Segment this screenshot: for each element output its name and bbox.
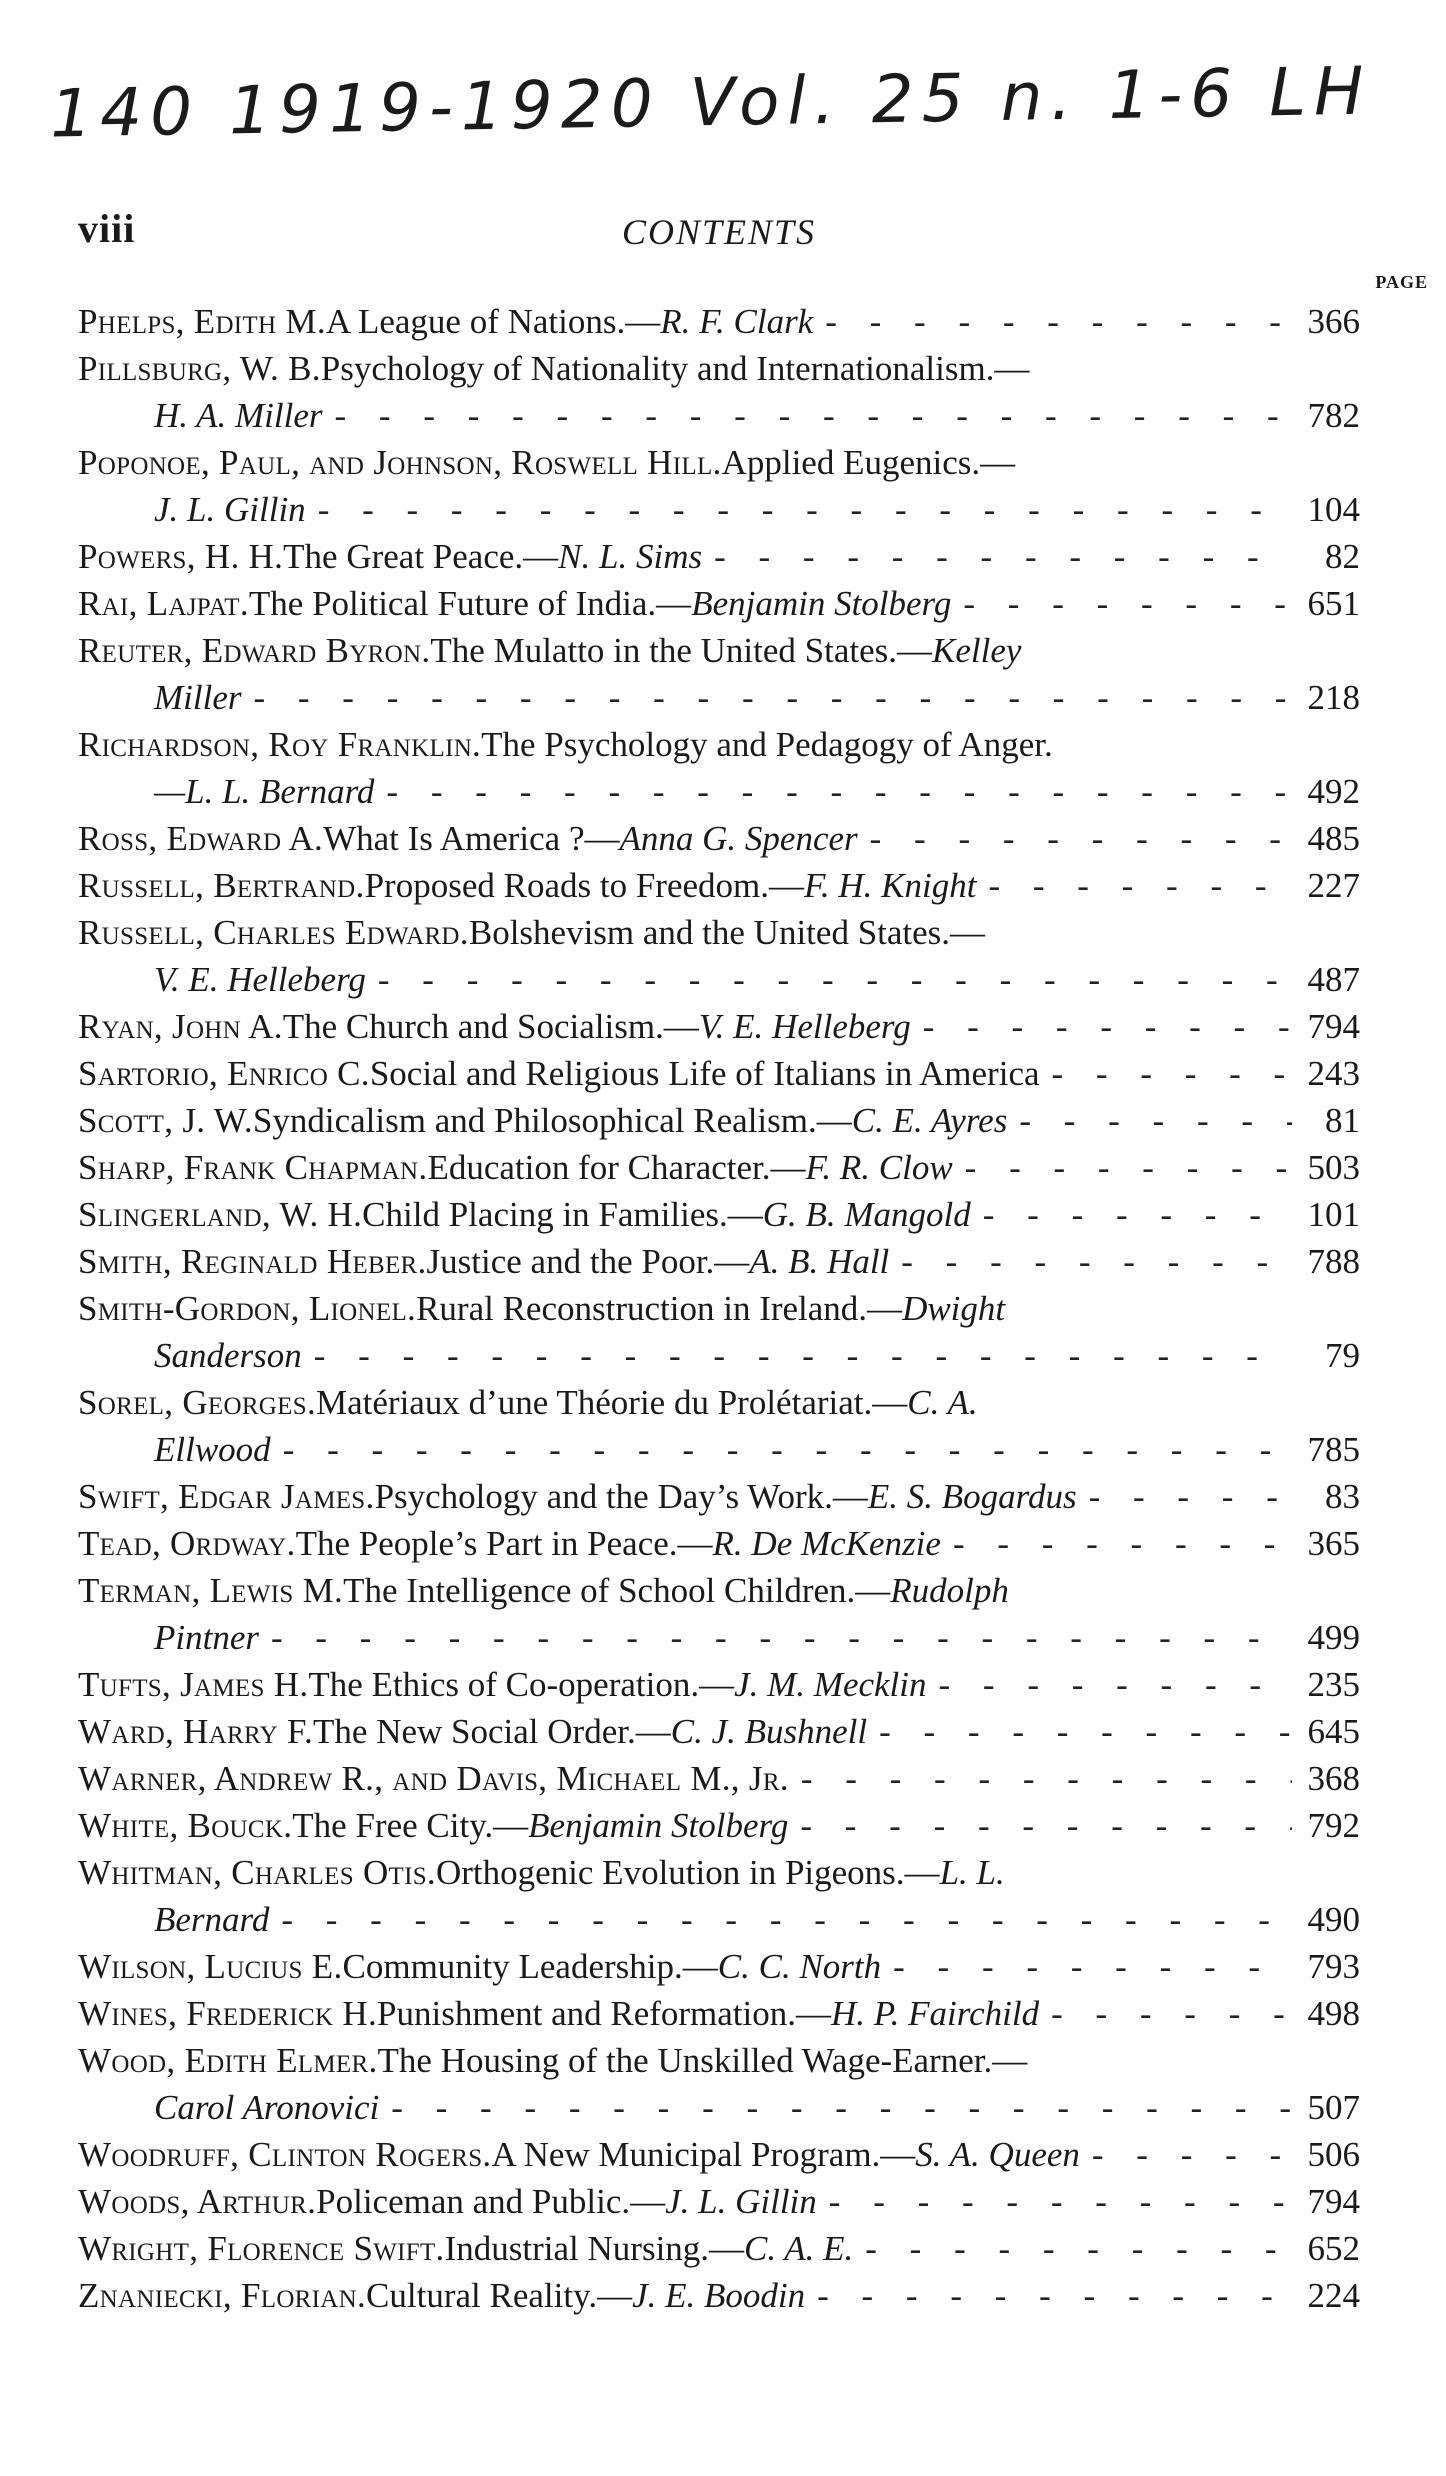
contents-entry [78, 1520, 1360, 1567]
entry-title: The People’s Part in Peace.— [295, 1524, 713, 1563]
entry-title: A League of Nations.— [325, 302, 661, 341]
contents-entry [78, 1238, 1360, 1285]
entry-reviewer: —L. L. Bernard [154, 772, 375, 811]
contents-entry [78, 1379, 1360, 1473]
entry-line [78, 2225, 1360, 2272]
entry-author: Rai, Lajpat. [78, 584, 249, 623]
entry-line [78, 1144, 1360, 1191]
dot-leader [271, 1614, 1292, 1661]
entry-line [78, 533, 1360, 580]
dot-leader [1051, 1990, 1292, 2037]
entry-reviewer: H. P. Fairchild [831, 1994, 1040, 2033]
entry-author: Ryan, John A. [78, 1007, 283, 1046]
page-header [78, 205, 1360, 265]
dot-leader [901, 1238, 1292, 1285]
entry-page-number: 793 [1307, 1947, 1360, 1986]
dot-leader [318, 486, 1292, 533]
entry-author: Wright, Florence Swift. [78, 2229, 445, 2268]
entry-title: Orthogenic Evolution in Pigeons.— [435, 1853, 940, 1892]
entry-line [78, 815, 1360, 862]
contents-entry [78, 1708, 1360, 1755]
contents-entry [78, 298, 1360, 345]
dot-leader [923, 1003, 1292, 1050]
contents-entry [78, 2037, 1360, 2131]
entry-title: Education for Character.— [427, 1148, 806, 1187]
entry-reviewer: J. L. Gillin [665, 2182, 817, 2221]
contents-entry [78, 533, 1360, 580]
entry-author: Russell, Charles Edward. [78, 913, 469, 952]
entry-reviewer: R. F. Clark [660, 302, 814, 341]
entry-title: Proposed Roads to Freedom.— [364, 866, 804, 905]
contents-entry [78, 862, 1360, 909]
contents-entry [78, 2272, 1360, 2319]
entry-author: Sartorio, Enrico C. [78, 1054, 370, 1093]
entry-title: Punishment and Reformation.— [377, 1994, 832, 2033]
contents-entry [78, 1473, 1360, 1520]
entry-reviewer: F. R. Clow [805, 1148, 953, 1187]
entry-author: White, Bouck. [78, 1806, 293, 1845]
entry-author: Swift, Edgar James. [78, 1477, 375, 1516]
entry-title: The Church and Socialism.— [282, 1007, 699, 1046]
entry-page-number: 224 [1307, 2276, 1360, 2315]
dot-leader [281, 1896, 1292, 1943]
dot-leader [817, 2272, 1292, 2319]
dot-leader [953, 1520, 1292, 1567]
entry-title: Justice and the Poor.— [426, 1242, 750, 1281]
entry-line [78, 1849, 1360, 1896]
entry-page-number: 492 [1307, 772, 1360, 811]
entry-page-number: 503 [1307, 1148, 1360, 1187]
entry-line [78, 1520, 1360, 1567]
entry-reviewer: N. L. Sims [558, 537, 703, 576]
contents-entry [78, 627, 1360, 721]
entry-reviewer: Pintner [154, 1618, 259, 1657]
contents-entry [78, 1144, 1360, 1191]
entry-reviewer: C. A. E. [744, 2229, 854, 2268]
contents-entry [78, 580, 1360, 627]
entry-line [78, 721, 1360, 768]
entry-page-number: 782 [1307, 396, 1360, 435]
dot-leader [801, 1755, 1292, 1802]
entry-line [78, 2131, 1360, 2178]
entry-reviewer: A. B. Hall [749, 1242, 890, 1281]
entry-reviewer-part: Dwight [902, 1289, 1006, 1328]
entry-line [78, 1238, 1360, 1285]
entry-line [78, 1802, 1360, 1849]
entry-continuation-line [78, 768, 1360, 815]
entry-reviewer: E. S. Bogardus [867, 1477, 1077, 1516]
entry-line [78, 1943, 1360, 1990]
entry-reviewer: C. J. Bushnell [670, 1712, 868, 1751]
entry-line [78, 1191, 1360, 1238]
entry-page-number: 485 [1307, 819, 1360, 858]
entry-title: Cultural Reality.— [366, 2276, 633, 2315]
dot-leader [378, 956, 1292, 1003]
dot-leader [825, 298, 1292, 345]
entry-author: Reuter, Edward Byron. [78, 631, 431, 670]
entry-page-number: 365 [1307, 1524, 1360, 1563]
entry-line [78, 1708, 1360, 1755]
entry-author: Smith-Gordon, Lionel. [78, 1289, 417, 1328]
entry-author: Wines, Frederick H. [78, 1994, 378, 2033]
entry-author: Wilson, Lucius E. [78, 1947, 343, 1986]
entry-line [78, 580, 1360, 627]
dot-leader [1089, 1473, 1292, 1520]
entry-page-number: 366 [1307, 302, 1360, 341]
entry-author: Tufts, James H. [78, 1665, 309, 1704]
contents-entry [78, 1755, 1360, 1802]
entry-title: Community Leadership.— [342, 1947, 718, 1986]
contents-entry [78, 815, 1360, 862]
dot-leader [870, 815, 1292, 862]
entry-line [78, 1285, 1360, 1332]
entry-continuation-line [78, 1896, 1360, 1943]
entry-continuation-line [78, 674, 1360, 721]
entry-reviewer: V. E. Helleberg [154, 960, 366, 999]
handwritten-call-number: 140 1919-1920 Vol. 25 n. 1-6 LH [49, 52, 1373, 153]
contents-entry [78, 1285, 1360, 1379]
entry-continuation-line [78, 486, 1360, 533]
entry-line [78, 439, 1360, 486]
entry-author: Pillsburg, W. B. [78, 349, 321, 388]
entry-line [78, 345, 1360, 392]
entry-continuation-line [78, 1332, 1360, 1379]
contents-entry [78, 1802, 1360, 1849]
entry-line [78, 1755, 1360, 1802]
entry-page-number: 490 [1307, 1900, 1360, 1939]
entry-reviewer: Carol Aronovici [154, 2088, 380, 2127]
dot-leader [314, 1332, 1292, 1379]
dot-leader [965, 1144, 1292, 1191]
dot-leader [1019, 1097, 1292, 1144]
contents-entry [78, 2178, 1360, 2225]
entry-title: The Free City.— [292, 1806, 529, 1845]
dot-leader [1092, 2131, 1292, 2178]
entry-author: Ward, Harry F. [78, 1712, 314, 1751]
entry-page-number: 218 [1307, 678, 1360, 717]
contents-entry [78, 1943, 1360, 1990]
entry-page-number: 487 [1307, 960, 1360, 999]
entry-line [78, 2272, 1360, 2319]
entry-author: Woods, Arthur. [78, 2182, 317, 2221]
entry-author: Scott, J. W. [78, 1101, 253, 1140]
entry-reviewer-part: Kelley [932, 631, 1022, 670]
contents-entry [78, 909, 1360, 1003]
entry-page-number: 104 [1307, 490, 1360, 529]
entry-author: Sharp, Frank Chapman. [78, 1148, 428, 1187]
dot-leader [391, 2084, 1292, 2131]
contents-entry [78, 2225, 1360, 2272]
entry-title: Policeman and Public.— [316, 2182, 666, 2221]
entry-reviewer: J. L. Gillin [154, 490, 306, 529]
contents-entry [78, 2131, 1360, 2178]
entry-page-number: 227 [1307, 866, 1360, 905]
entry-reviewer: Ellwood [154, 1430, 271, 1469]
entry-reviewer: R. De McKenzie [712, 1524, 941, 1563]
entry-page-number: 506 [1307, 2135, 1360, 2174]
dot-leader [939, 1661, 1292, 1708]
entry-author: Richardson, Roy Franklin. [78, 725, 482, 764]
entry-reviewer: G. B. Mangold [762, 1195, 971, 1234]
entry-line [78, 1097, 1360, 1144]
entry-reviewer: Sanderson [154, 1336, 302, 1375]
entry-title: The Ethics of Co-operation.— [308, 1665, 735, 1704]
entry-title: The Great Peace.— [283, 537, 559, 576]
entry-page-number: 101 [1307, 1195, 1360, 1234]
entry-title: The Intelligence of School Children.— [343, 1571, 891, 1610]
entry-reviewer: H. A. Miller [154, 396, 323, 435]
entry-reviewer: Miller [154, 678, 242, 717]
entry-title: Psychology and the Day’s Work.— [374, 1477, 868, 1516]
entry-continuation-line [78, 956, 1360, 1003]
entry-continuation-line [78, 392, 1360, 439]
contents-entry [78, 1849, 1360, 1943]
entry-author: Whitman, Charles Otis. [78, 1853, 436, 1892]
entry-line [78, 2178, 1360, 2225]
entry-reviewer: V. E. Helleberg [698, 1007, 911, 1046]
contents-entry [78, 1097, 1360, 1144]
entry-line [78, 1473, 1360, 1520]
contents-entry [78, 1003, 1360, 1050]
contents-entry [78, 439, 1360, 533]
entry-page-number: 79 [1325, 1336, 1360, 1375]
entry-page-number: 785 [1307, 1430, 1360, 1469]
entry-title: A New Municipal Program.— [491, 2135, 916, 2174]
entry-line [78, 298, 1360, 345]
entry-page-number: 235 [1307, 1665, 1360, 1704]
page-folio: viii [78, 206, 136, 251]
entry-author: Wood, Edith Elmer. [78, 2041, 378, 2080]
entry-title: Applied Eugenics.— [721, 443, 1016, 482]
dot-leader [1052, 1050, 1292, 1097]
entry-line [78, 2037, 1360, 2084]
dot-leader [983, 1191, 1292, 1238]
entry-title: Child Placing in Families.— [362, 1195, 763, 1234]
entry-title: Industrial Nursing.— [444, 2229, 745, 2268]
contents-entry [78, 1567, 1360, 1661]
entry-page-number: 507 [1307, 2088, 1360, 2127]
entry-title: What Is America ?— [323, 819, 620, 858]
entry-title: Matériaux d’une Théorie du Prolétariat.— [316, 1383, 908, 1422]
entry-continuation-line [78, 1426, 1360, 1473]
dot-leader [386, 768, 1292, 815]
entry-page-number: 651 [1307, 584, 1360, 623]
contents-entry [78, 1990, 1360, 2037]
entry-reviewer: J. E. Boodin [632, 2276, 806, 2315]
entry-page-number: 499 [1307, 1618, 1360, 1657]
entry-title: The Mulatto in the United States.— [430, 631, 933, 670]
entry-author: Ross, Edward A. [78, 819, 324, 858]
entry-author: Powers, H. H. [78, 537, 284, 576]
entry-line [78, 1567, 1360, 1614]
entry-title: The New Social Order.— [313, 1712, 671, 1751]
entry-line [78, 1050, 1360, 1097]
entry-reviewer: C. E. Ayres [851, 1101, 1008, 1140]
entry-reviewer: J. M. Mecklin [734, 1665, 927, 1704]
dot-leader [865, 2225, 1292, 2272]
entry-title: The Psychology and Pedagogy of Anger. [481, 725, 1053, 764]
contents-entry [78, 1661, 1360, 1708]
dot-leader [893, 1943, 1292, 1990]
page-column-label: PAGE [1375, 272, 1428, 292]
entry-page-number: 794 [1307, 1007, 1360, 1046]
entry-page-number: 652 [1307, 2229, 1360, 2268]
entry-author: Poponoe, Paul, and Johnson, Roswell Hill. [78, 443, 722, 482]
entry-author: Phelps, Edith M. [78, 302, 326, 341]
entry-line [78, 1990, 1360, 2037]
entry-page-number: 243 [1307, 1054, 1360, 1093]
entry-reviewer: Bernard [154, 1900, 270, 1939]
entry-page-number: 83 [1325, 1477, 1360, 1516]
entry-reviewer: S. A. Queen [915, 2135, 1080, 2174]
entry-title: Rural Reconstruction in Ireland.— [416, 1289, 903, 1328]
entry-page-number: 498 [1307, 1994, 1360, 2033]
entry-author: Slingerland, W. H. [78, 1195, 363, 1234]
entry-author: Woodruff, Clinton Rogers. [78, 2135, 492, 2174]
entry-author: Znaniecki, Florian. [78, 2276, 367, 2315]
entry-page-number: 792 [1307, 1806, 1360, 1845]
entry-author: Terman, Lewis M. [78, 1571, 344, 1610]
entry-page-number: 645 [1307, 1712, 1360, 1751]
entry-page-number: 794 [1307, 2182, 1360, 2221]
entry-line [78, 627, 1360, 674]
dot-leader [335, 392, 1292, 439]
entry-title: Syndicalism and Philosophical Realism.— [252, 1101, 852, 1140]
entry-reviewer-part: Rudolph [890, 1571, 1009, 1610]
entry-line [78, 1379, 1360, 1426]
entry-line [78, 1661, 1360, 1708]
entry-title: The Housing of the Unskilled Wage-Earner.— [377, 2041, 1028, 2080]
entry-line [78, 862, 1360, 909]
entry-title: Psychology of Nationality and Internationalism.— [320, 349, 1030, 388]
entry-page-number: 368 [1307, 1759, 1360, 1798]
entry-title: The Political Future of India.— [248, 584, 692, 623]
dot-leader [879, 1708, 1292, 1755]
contents-entry [78, 721, 1360, 815]
entry-reviewer-part: L. L. [939, 1853, 1005, 1892]
entry-continuation-line [78, 2084, 1360, 2131]
entry-reviewer: Benjamin Stolberg [691, 584, 952, 623]
entry-reviewer: F. H. Knight [804, 866, 977, 905]
contents-entry [78, 1191, 1360, 1238]
entry-reviewer-part: C. A. [907, 1383, 978, 1422]
dot-leader [988, 862, 1292, 909]
contents-list [78, 298, 1360, 2319]
entry-page-number: 82 [1325, 537, 1360, 576]
entry-author: Russell, Bertrand. [78, 866, 365, 905]
contents-entry [78, 345, 1360, 439]
dot-leader [714, 533, 1292, 580]
entry-author: Warner, Andrew R., and Davis, Michael M., Jr. [78, 1759, 789, 1798]
dot-leader [963, 580, 1292, 627]
running-title: CONTENTS [621, 212, 817, 252]
entry-reviewer: Anna G. Spencer [619, 819, 858, 858]
entry-title: Social and Religious Life of Italians in America [369, 1054, 1040, 1093]
dot-leader [800, 1802, 1292, 1849]
entry-continuation-line [78, 1614, 1360, 1661]
entry-author: Tead, Ordway. [78, 1524, 296, 1563]
entry-line [78, 909, 1360, 956]
entry-page-number: 788 [1307, 1242, 1360, 1281]
entry-author: Smith, Reginald Heber. [78, 1242, 427, 1281]
dot-leader [829, 2178, 1292, 2225]
entry-page-number: 81 [1325, 1101, 1360, 1140]
dot-leader [253, 674, 1292, 721]
entry-line [78, 1003, 1360, 1050]
entry-reviewer: Benjamin Stolberg [528, 1806, 789, 1845]
entry-title: Bolshevism and the United States.— [468, 913, 986, 952]
entry-reviewer: C. C. North [717, 1947, 882, 1986]
contents-entry [78, 1050, 1360, 1097]
entry-author: Sorel, Georges. [78, 1383, 316, 1422]
dot-leader [283, 1426, 1292, 1473]
